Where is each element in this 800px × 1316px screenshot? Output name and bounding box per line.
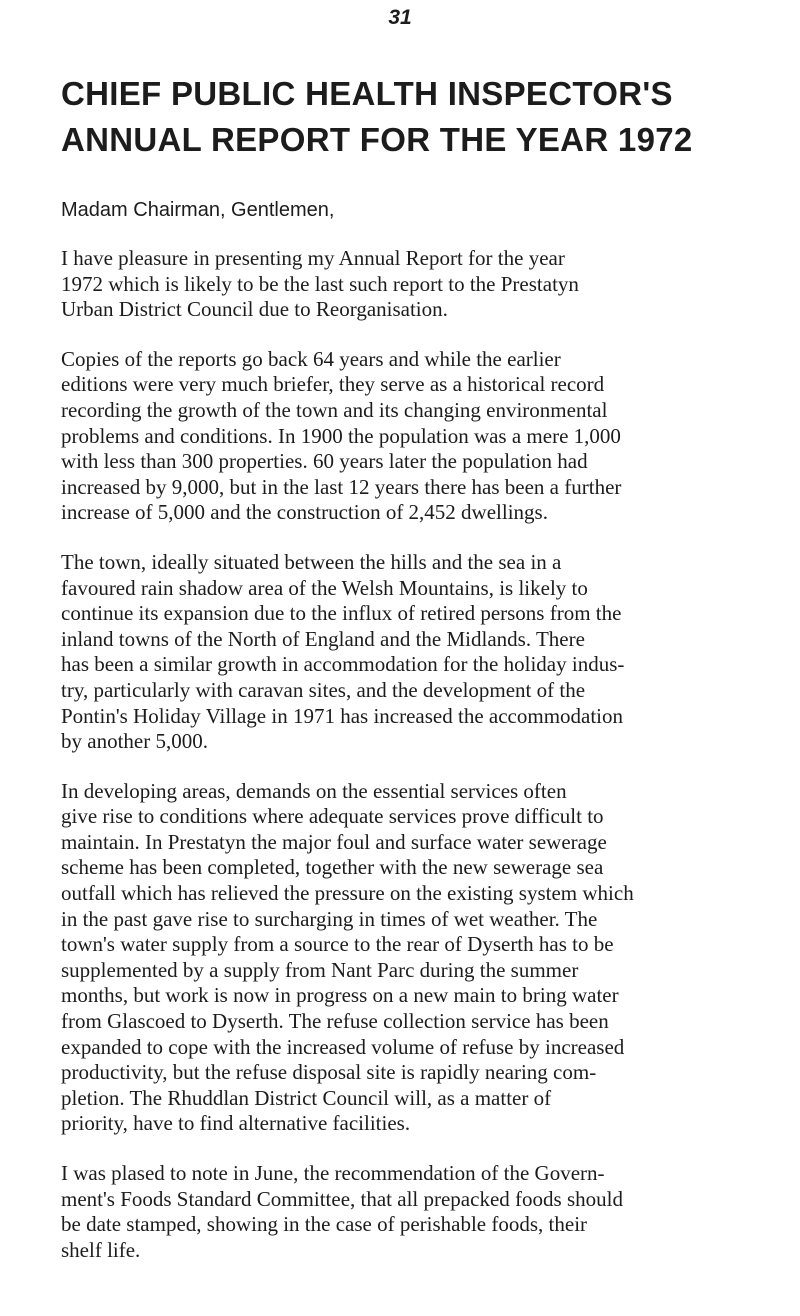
text-line: try, particularly with caravan sites, and the development of the	[61, 677, 586, 702]
text-line: expanded to cope with the increased volume of refuse by increased	[61, 1034, 625, 1059]
text-line: maintain. In Prestatyn the major foul and surface water sewerage	[61, 829, 607, 854]
text-line: Pontin's Holiday Village in 1971 has increased the accommodation	[61, 703, 624, 728]
text-line: Urban District Council due to Reorganisation.	[61, 297, 448, 322]
text-line: by another 5,000.	[61, 729, 208, 754]
text-line: I was plased to note in June, the recommendation of the Govern-	[61, 1161, 605, 1185]
text-line: recording the growth of the town and its changing environmental	[61, 397, 608, 422]
text-line: favoured rain shadow area of the Welsh Mountains, is likely to	[61, 575, 588, 600]
text-line: from Glascoed to Dyserth. The refuse collection service has been	[61, 1009, 609, 1034]
text-line: in the past gave rise to surcharging in times of wet weather. The	[61, 906, 598, 931]
text-line: 1972 which is likely to be the last such report to the Prestatyn	[61, 271, 579, 296]
body-paragraph	[61, 550, 761, 755]
text-line: outfall which has relieved the pressure on the existing system which	[61, 881, 634, 906]
text-line: problems and conditions. In 1900 the population was a mere 1,000	[61, 423, 621, 448]
text-line: continue its expansion due to the influx of retired persons from the	[61, 601, 622, 626]
text-line: give rise to conditions where adequate services prove difficult to	[61, 804, 604, 829]
title-line: CHIEF PUBLIC HEALTH INSPECTOR'S	[61, 75, 673, 112]
text-line: ment's Foods Standard Committee, that all prepacked foods should	[61, 1186, 623, 1211]
text-line: increase of 5,000 and the construction of 2,452 dwellings.	[61, 500, 548, 525]
body-paragraph	[61, 779, 761, 1137]
text-line: has been a similar growth in accommodation for the holiday indus-	[61, 652, 625, 677]
title-line: ANNUAL REPORT FOR THE YEAR 1972	[61, 121, 693, 158]
text-line: shelf life.	[61, 1237, 141, 1262]
text-line: In developing areas, demands on the essential services often	[61, 778, 567, 803]
text-line: I have pleasure in presenting my Annual Report for the year	[61, 246, 565, 270]
text-line: inland towns of the North of England and the Midlands. There	[61, 626, 585, 651]
text-line: Copies of the reports go back 64 years and while the earlier	[61, 346, 561, 371]
text-line: supplemented by a supply from Nant Parc during the summer	[61, 957, 579, 982]
report-title	[61, 71, 761, 163]
page-number: 31	[388, 6, 412, 29]
text-line: town's water supply from a source to the rear of Dyserth has to be	[61, 932, 614, 957]
text-line: increased by 9,000, but in the last 12 years there has been a further	[61, 474, 622, 499]
text-line: The town, ideally situated between the hills and the sea in a	[61, 549, 562, 574]
body-paragraph	[61, 347, 761, 526]
text-line: editions were very much briefer, they serve as a historical record	[61, 372, 605, 397]
text-line: pletion. The Rhuddlan District Council will, as a matter of	[61, 1085, 552, 1110]
salutation: Madam Chairman, Gentlemen,	[61, 199, 335, 221]
text-line: months, but work is now in progress on a new main to bring water	[61, 983, 619, 1008]
text-line: with less than 300 properties. 60 years later the population had	[61, 449, 588, 474]
text-line: productivity, but the refuse disposal site is rapidly nearing com-	[61, 1060, 597, 1085]
text-line: scheme has been completed, together with the new sewerage sea	[61, 855, 604, 880]
text-line: priority, have to find alternative facilities.	[61, 1111, 411, 1136]
body-paragraph	[61, 246, 761, 323]
report-body	[61, 246, 761, 1287]
text-line: be date stamped, showing in the case of perishable foods, their	[61, 1212, 588, 1237]
body-paragraph	[61, 1161, 761, 1263]
